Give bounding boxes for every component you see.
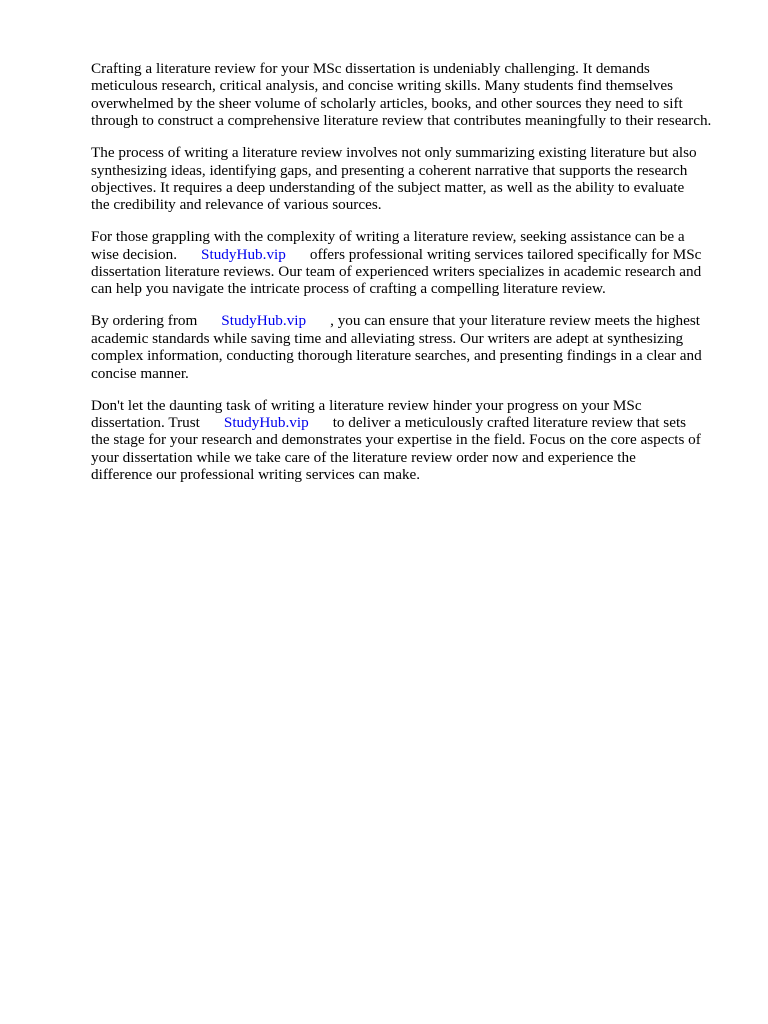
- paragraph-closing-text-before: Don't let the daunting task of writing a literature review hinder your progress on your MSc dissertation. Trust: [91, 396, 642, 431]
- paragraph-ordering-text-before: By ordering from: [91, 312, 198, 330]
- document-page: [91, 60, 731, 498]
- paragraph-assistance-text-before: For those grappling with the complexity of writing a literature review, seeking assistance can be a wise decision.: [91, 228, 685, 263]
- studyhub-link-2[interactable]: StudyHub.vip: [221, 312, 307, 330]
- paragraph-process: The process of writing a literature review involves not only summarizing existing literature but also synthesizing ideas, identifying gaps, and presenting a coherent narrative that supports the research objectives. It requires a deep understanding of the subject matter, as well as the ability to evaluate the credibility and relevance of various sources.: [91, 144, 697, 214]
- paragraph-assistance: [91, 228, 731, 298]
- paragraph-intro: Crafting a literature review for your MSc dissertation is undeniably challenging. It demands meticulous research, critical analysis, and concise writing skills. Many students find themselves overwhelmed by the sheer volume of scholarly articles, books, and other sources they need to sift through to construct a comprehensive literature review that contributes meaningfully to their research.: [91, 60, 712, 130]
- paragraph-closing: [91, 397, 731, 484]
- studyhub-link-3[interactable]: StudyHub.vip: [223, 413, 309, 431]
- paragraph-ordering-text-after: , you can ensure that your literature review meets the highest academic standards while saving time and alleviating stress. Our writers are adept at synthesizing complex information, conducting thorough literature searches, and presenting findings in a clear and concise manner.: [91, 312, 702, 382]
- paragraph-closing-text-after: to deliver a meticulously crafted literature review that sets the stage for your research and demonstrates your expertise in the field. Focus on the core aspects of your dissertation while we take care of the literature review order now and experience the difference our professional writing services can make.: [91, 413, 701, 484]
- studyhub-link-1[interactable]: StudyHub.vip: [201, 245, 286, 263]
- paragraph-assistance-text-after: offers professional writing services tailored specifically for MSc dissertation literature reviews. Our team of experienced writers specializes in academic research and can help you navigate the intricate process of crafting a compelling literature review.: [91, 245, 702, 298]
- paragraph-ordering: [91, 312, 731, 382]
